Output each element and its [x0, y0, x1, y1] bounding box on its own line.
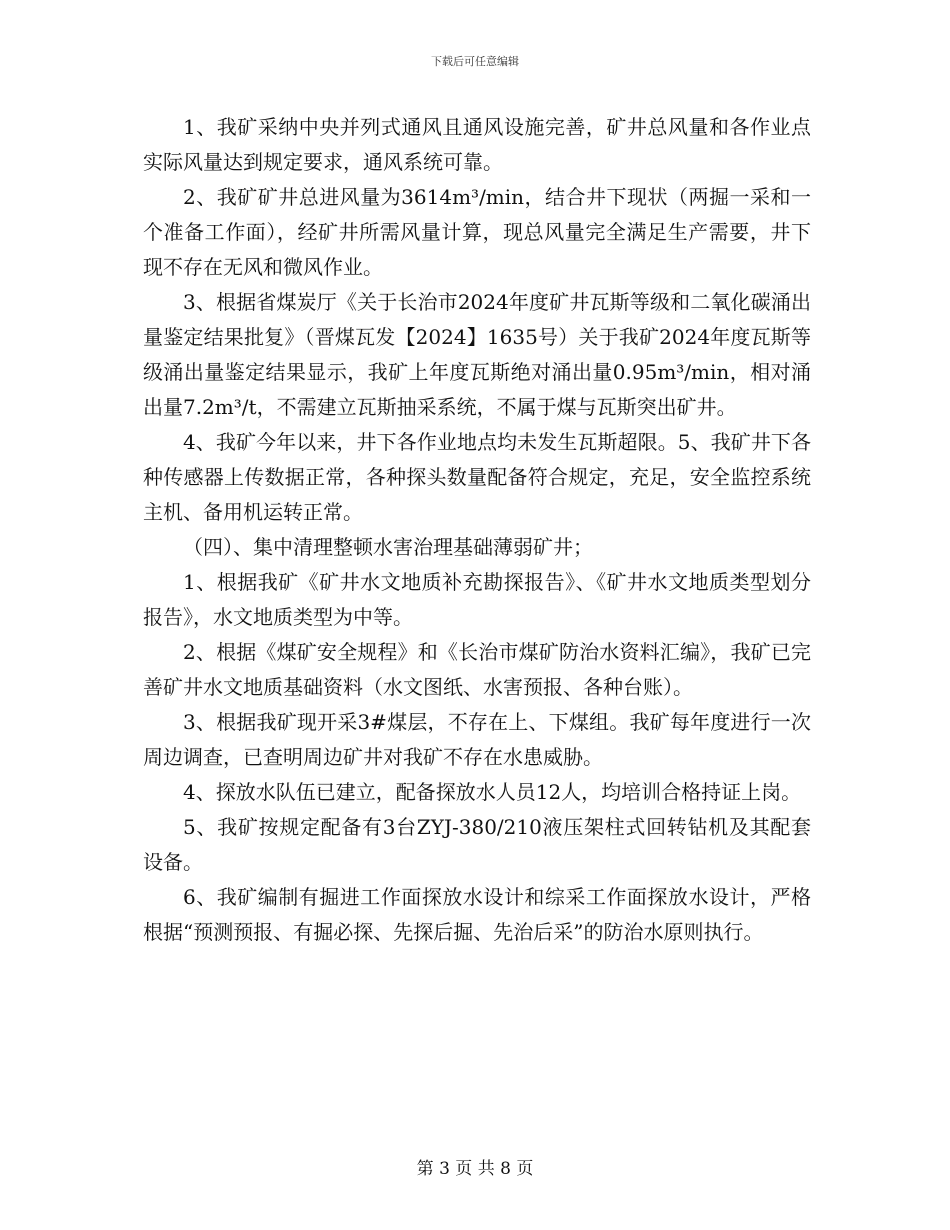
paragraph: 2、根据《煤矿安全规程》和《长治市煤矿防治水资料汇编》，我矿已完善矿井水文地质基础资料（水文图纸、水害预报、各种台账）。 [143, 640, 811, 699]
page-header-note: 下载后可任意编辑 [431, 55, 519, 68]
paragraph: 1、我矿采纳中央并列式通风且通风设施完善，矿井总风量和各作业点实际风量达到规定要求，通风系统可靠。 [143, 115, 811, 174]
section-heading: （四）、集中清理整顿水害治理基础薄弱矿井； [183, 535, 593, 559]
paragraph: 5、我矿按规定配备有3台ZYJ-380/210液压架柱式回转钻机及其配套设备。 [143, 815, 811, 874]
paragraph: 1、根据我矿《矿井水文地质补充勘探报告》、《矿井水文地质类型划分报告》，水文地质类型为中等。 [143, 570, 811, 629]
paragraph: 6、我矿编制有掘进工作面探放水设计和综采工作面探放水设计，严格根据“预测预报、有掘必探、先探后掘、先治后采”的防治水原则执行。 [143, 885, 811, 944]
paragraph: 4、探放水队伍已建立，配备探放水人员12人，均培训合格持证上岗。 [183, 780, 802, 804]
document-body [143, 110, 811, 950]
paragraph: 3、根据我矿现开采3#煤层，不存在上、下煤组。我矿每年度进行一次周边调查，已查明周边矿井对我矿不存在水患威胁。 [143, 710, 811, 769]
paragraph: 4、我矿今年以来，井下各作业地点均未发生瓦斯超限。5、我矿井下各种传感器上传数据正常，各种探头数量配备符合规定，充足，安全监控系统主机、备用机运转正常。 [143, 430, 811, 524]
page-number: 第 3 页 共 8 页 [416, 1159, 534, 1179]
paragraph: 3、根据省煤炭厅《关于长治市2024年度矿井瓦斯等级和二氧化碳涌出量鉴定结果批复》（晋煤瓦发【2024】1635号）关于我矿2024年度瓦斯等级涌出量鉴定结果显示，我矿上年度瓦斯绝对涌出量0.95m³/min，相对涌出量7.2m³/t，不需建立瓦斯抽采系统，不属于煤与瓦斯突出矿井。 [143, 290, 811, 419]
paragraph: 2、我矿矿井总进风量为3614m³/min，结合井下现状（两掘一采和一个准备工作面），经矿井所需风量计算，现总风量完全满足生产需要，井下现不存在无风和微风作业。 [143, 185, 811, 279]
